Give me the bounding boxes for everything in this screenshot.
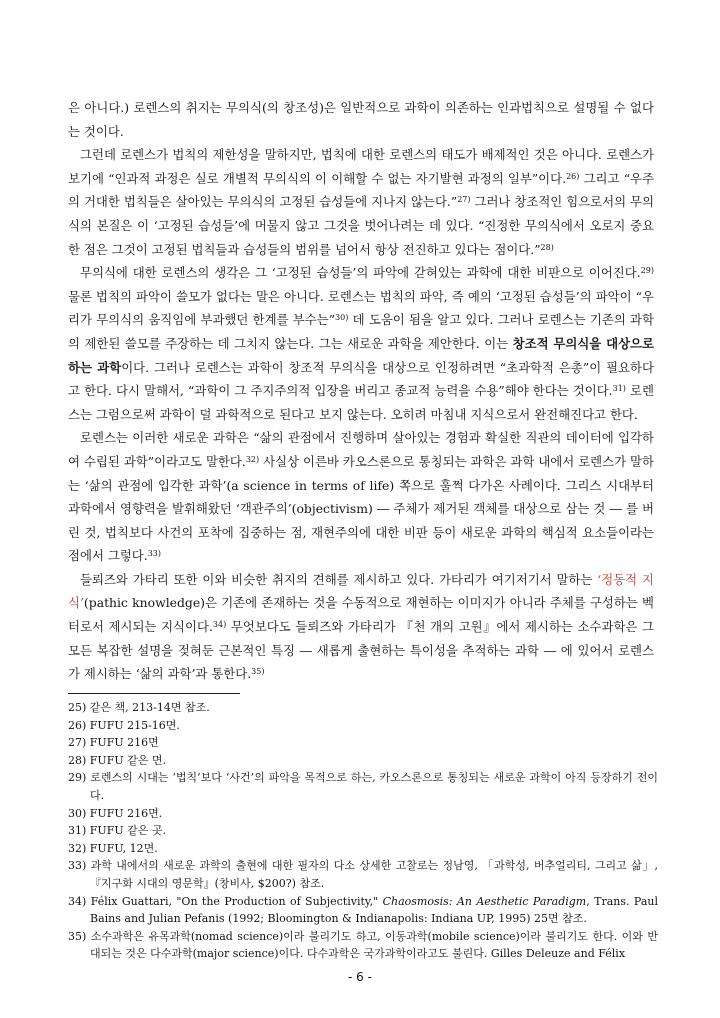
- footnote-35: 35) 소수과학은 유목과학(nomad science)이라 불리기도 하고, 이동과학(mobile science)이라 불리기도 한다. 이와 반대되는 것은 다수과학(major science)이다. 다수과학은 국가과학이라고도 불린다. Gilles Deleuze and Félix: [68, 929, 658, 961]
- footnote-ref-34[interactable]: 34): [212, 620, 227, 630]
- footnotes: [68, 699, 658, 963]
- footnote-26: 26) FUFU 215-16면.: [68, 718, 180, 732]
- paragraph-text: 무엇보다도 들뢰즈와 가타리가 『천 개의 고원』에서 제시하는 소수과학은 그 모든 복잡한 설명을 젖혀둔 근본적인 특징 ― 새롭게 출현하는 특이성을 추적하는 과학 ― 에 있어서 로렌스가 제시하는 ‘삶의 과학’과 통한다.: [68, 619, 655, 682]
- paragraph-text: 데 도움이 됨을 알고 있다. 그러나 로렌스는 기존의 과학의 제한된 쓸모를 주장하는 데 그치지 않는다. 그는 새로운 과학을 제안한다. 이는: [68, 312, 654, 351]
- paragraph-text: 무의식에 대한 로렌스의 생각은 그 ‘고정된 습성들’의 파악에 갇혀있는 과학에 대한 비판으로 이어진다.: [80, 265, 641, 281]
- paragraph-text: 들뢰즈와 가타리 또한 이와 비슷한 취지의 견해를 제시하고 있다. 가타리가 여기저기서 말하는: [80, 571, 598, 587]
- footnote-text: , Trans. Paul Bains and Julian Pefanis (1992; Bloomington & Indianapolis: Indiana UP, 1995) 25면 참조.: [90, 894, 658, 926]
- paragraph-text: 사실상 이른바 카오스론으로 통칭되는 과학은 과학 내에서 로렌스가 말하는 ‘삶의 관점에 입각한 과학’(a science in terms of life) 쪽으로 훌쩍 다가온 사례이다. 그리스 시대부터 과학에서 영향력을 발휘해왔던 ‘객관주의’(objectivism) ― 주체가 제거된 객체를 대상으로 삼는 것 ― 를 버린 것, 법칙보다 사건의 포착에 집중하는 점, 재현주의에 대한 비판 등이 새로운 과학의 핵심적 요소들이라는 점에서 그렇다.: [68, 453, 654, 564]
- paragraph-text: 로렌스는 그럼으로써 과학이 덜 과학적으로 된다고 보지 않는다. 오히려 마침내 지식으로서 완전해진다고 한다.: [68, 383, 654, 422]
- footnote-30: 30) FUFU 216면.: [68, 806, 163, 820]
- paragraph-text: 물론 법칙의 파악이 쓸모가 없다는 말은 아니다. 로렌스는 법칙의 파악, 즉 예의 ‘고정된 습성들’의 파악이 “우리가 무의식의 움직임에 부과했던 한계를 부수는”: [68, 288, 654, 328]
- footnote-ref-31[interactable]: 31): [612, 384, 626, 394]
- footnote-ref-33[interactable]: 33): [147, 549, 162, 559]
- paragraph-3: [68, 261, 654, 426]
- footnote-33: 33) 과학 내에서의 새로운 과학의 출현에 대한 필자의 다소 상세한 고찰로는 정남영, 「과학성, 버추얼리티, 그리고 삶」, 『지구화 시대의 영문학』(창비사, $200?) 참조.: [68, 859, 658, 890]
- paragraph-4: [68, 426, 654, 568]
- paragraph-2: [68, 143, 654, 261]
- footnote-divider: [68, 693, 240, 694]
- footnote-ref-30[interactable]: 30): [335, 313, 349, 323]
- footnote-27: 27) FUFU 216면: [68, 736, 159, 750]
- footnote-34: [68, 893, 658, 928]
- paragraph-text: 그런데 로렌스가 법칙의 제한성을 말하지만, 법칙에 대한 로렌스의 태도가 배제적인 것은 아니다. 로렌스가 보기에 “인과적 과정은 실로 개별적 무의식의 이 이해할 수 없는 자기발현 과정의 일부”이다.: [68, 147, 654, 186]
- footnote-25: 25) 같은 책, 213-14면 참조.: [68, 701, 210, 714]
- footnote-ref-35[interactable]: 35): [251, 667, 265, 677]
- footnote-28: 28) FUFU 같은 면.: [68, 753, 166, 767]
- paragraph-text: 이다. 그러나 로렌스는 과학이 창조적 무의식을 대상으로 인정하려면 “초과학적 은총”이 필요하다고 한다. 다시 말해서, “과학이 그 주지주의적 입장을 버리고 종교적 능력을 수용”해야 한다는 것이다.: [68, 359, 654, 399]
- book-title: Chaosmosis: An Aesthetic Paradigm: [382, 894, 587, 908]
- footnote-ref-26[interactable]: 26): [566, 171, 580, 181]
- paragraph-5: [68, 568, 654, 686]
- paragraph-text: 그러나 창조적인 힘으로서의 무의식의 본질은 이 ‘고정된 습성들’에 머물지 않고 그것을 벗어나려는 데 있다. “진정한 무의식에서 오로지 중요한 점은 그것이 고정된 법칙들과 습성들의 범위를 넘어서 항상 전진하고 있다는 점이다.”: [68, 194, 654, 257]
- paragraph-text: 로렌스는 이러한 새로운 과학은 “삶의 관점에서 진행하며 살아있는 경험과 확실한 직관의 데이터에 입각하여 수립된 과학”이라고도 말한다.: [68, 430, 654, 469]
- footnote-ref-27[interactable]: 27): [457, 195, 471, 205]
- footnote-31: 31) FUFU 같은 곳.: [68, 824, 166, 838]
- footnote-29: 29) 로렌스의 시대는 ‘법칙’보다 ‘사건’의 파악을 목적으로 하는, 카오스론으로 통칭되는 새로운 과학이 아직 등장하기 전이다.: [68, 771, 658, 802]
- body-text: [68, 96, 654, 686]
- paragraph-text: (pathic knowledge)은 기존에 존재하는 것을 수동적으로 재현하는 이미지가 아니라 주체를 구성하는 벡터로서 제시되는 지식이다.: [68, 595, 654, 635]
- page-number: - 6 -: [348, 970, 372, 984]
- highlighted-term: ‘정동적 지식’: [68, 571, 654, 611]
- footnote-32: 32) FUFU, 12면.: [68, 841, 158, 855]
- bold-phrase: 창조적 무의식을 대상으로 하는 과학: [68, 335, 654, 375]
- footnote-ref-29[interactable]: 29): [640, 266, 654, 276]
- paragraph-text: 그리고 “우주의 거대한 법칙들은 살아있는 무의식의 고정된 습성들에 지나지 않는다.”: [68, 170, 654, 210]
- footnote-ref-28[interactable]: 28): [540, 242, 554, 252]
- paragraph-text: 은 아니다.) 로렌스의 취지는 무의식(의 창조성)은 일반적으로 과학이 의존하는 인과법칙으로 설명될 수 없다는 것이다.: [68, 100, 654, 139]
- footnote-text: 34) Félix Guattari, "On the Production of Subjectivity,": [68, 894, 383, 908]
- paragraph-1: [68, 96, 654, 143]
- footnote-ref-32[interactable]: 32): [245, 454, 260, 464]
